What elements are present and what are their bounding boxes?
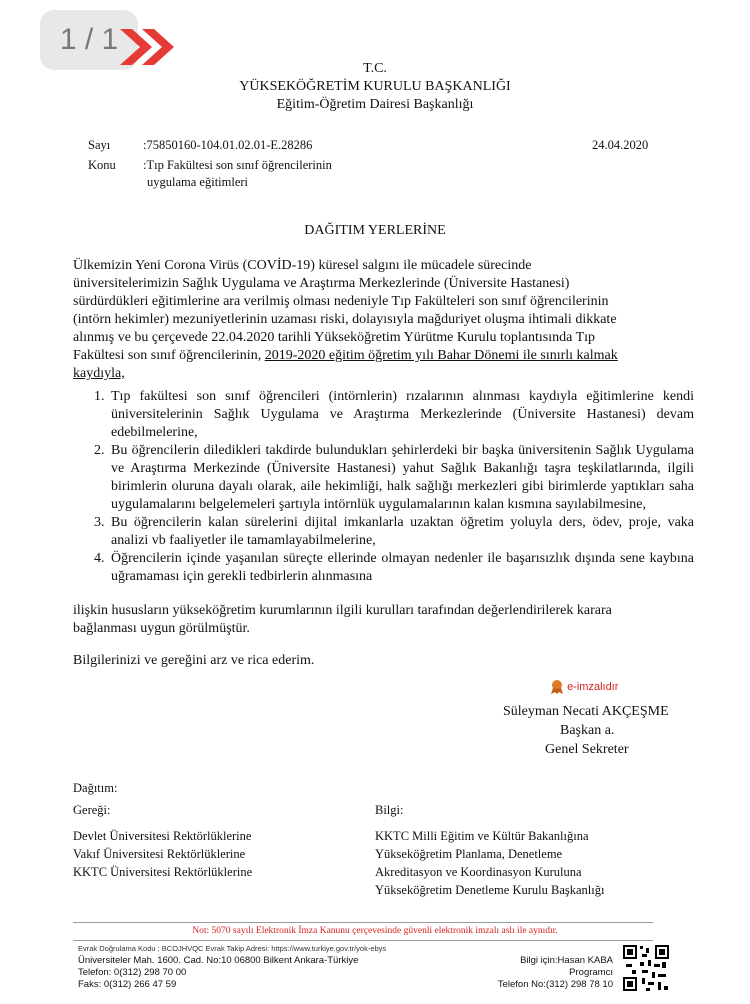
intro-line: üniversitelerimizin Sağlık Uygulama ve Araştırma Merkezlerinde (Üniversite Hastanesi) <box>73 276 570 291</box>
intro-line: Ülkemizin Yeni Corona Virüs (COVİD-19) küresel salgını ile mücadele sürecinde <box>73 258 532 273</box>
intro-line: sürdürdükleri eğitimlerine ara verilmiş olması nedeniyle Tıp Fakülteleri son sınıf öğrencilerinin <box>73 294 609 309</box>
closing-line: ilişkin hususların yükseköğretim kurumlarının ilgili kurulları tarafından değerlendirilerek karara <box>73 603 612 618</box>
footer-divider <box>73 922 653 923</box>
page-indicator-text: 1 / 1 <box>59 23 119 56</box>
gereği-item: Devlet Üniversitesi Rektörlüklerine <box>73 829 252 843</box>
gereği-label: Gereği: <box>73 803 111 817</box>
footer-contact: Bilgi için:Hasan KABA <box>520 955 613 966</box>
ribbon-icon <box>550 679 564 695</box>
intro-emphasis: 2019-2020 eğitim öğretim yılı Bahar Dönemi ile sınırlı kalmak <box>264 348 618 363</box>
konu-line1: :Tıp Fakültesi son sınıf öğrencilerinin <box>143 158 332 172</box>
intro-emphasis-tail: kaydıyla, <box>73 366 125 381</box>
signer-title1: Başkan a. <box>560 723 615 738</box>
bilgi-item: KKTC Milli Eğitim ve Kültür Bakanlığına <box>375 829 589 843</box>
decision-item: 3. Bu öğrencilerin kalan sürelerini dijital imkanlarla uzaktan öğretim yoluyla ders, ödev, proje, vaka analizi vb faaliyetler ile tamamlayabilmelerine, <box>108 514 694 550</box>
header-tc: T.C. <box>363 61 387 76</box>
intro-paragraph <box>73 257 673 383</box>
distribution-label: Dağıtım: <box>73 781 118 795</box>
signer-name: Süleyman Necati AKÇEŞME <box>503 704 669 719</box>
footer-contact-role: Programcı <box>569 967 613 978</box>
closing-line: bağlanması uygun görülmüştür. <box>73 621 250 636</box>
intro-line <box>73 347 673 365</box>
footer-contact-phone: Telefon No:(312) 298 78 10 <box>497 979 613 990</box>
decision-item: 4. Öğrencilerin içinde yaşanılan süreçte ellerinde olmayan nedenler ile başarısızlık dışında sene kaybına uğramaması için gerekli tedbirlerin alınmasına <box>108 550 694 586</box>
footer-phone: Telefon: 0(312) 298 70 00 <box>78 967 187 978</box>
bilgi-item: Yükseköğretim Planlama, Denetleme <box>375 847 563 861</box>
sayi-value: :75850160-104.01.02.01-E.28286 <box>143 138 313 152</box>
sayi-label: Sayı <box>88 138 111 152</box>
konu-line2: uygulama eğitimleri <box>147 175 249 189</box>
header-department: Eğitim-Öğretim Dairesi Başkanlığı <box>276 97 474 112</box>
bilgi-item: Yükseköğretim Denetleme Kurulu Başkanlığı <box>375 883 605 897</box>
decision-item: 1. Tıp fakültesi son sınıf öğrencileri (intörnlerin) rızalarının alınması kaydıyla eğitimlerine kendi üniversitelerinin Sağlık Uygulama ve Araştırma Merkezlerinde (Üniversite Hastanesi) devam edebilmelerine, <box>108 388 694 442</box>
bilgi-label: Bilgi: <box>375 803 404 817</box>
qr-code-icon <box>622 944 670 992</box>
footer-fax: Faks: 0(312) 266 47 59 <box>78 979 177 990</box>
header-institution: YÜKSEKÖĞRETİM KURULU BAŞKANLIĞI <box>239 79 511 94</box>
document-date: 24.04.2020 <box>592 138 649 152</box>
closing-paragraph <box>73 602 673 638</box>
bilgi-list <box>375 827 604 899</box>
bilgi-item: Akreditasyon ve Koordinasyon Kuruluna <box>375 865 582 879</box>
regards: Bilgilerinizi ve gereğini arz ve rica ederim. <box>73 653 315 668</box>
addressee: DAĞITIM YERLERİNE <box>304 223 446 238</box>
signer-title2: Genel Sekreter <box>545 742 629 757</box>
gereği-list <box>73 827 252 881</box>
footer-address: Üniversiteler Mah. 1600. Cad. No:10 06800 Bilkent Ankara-Türkiye <box>78 955 359 966</box>
footer-divider <box>73 940 653 941</box>
intro-line: alınmış ve bu çerçevede 22.04.2020 tarihli Yükseköğretim Yürütme Kurulu toplantısında Tıp <box>73 330 596 345</box>
konu-label: Konu <box>88 158 116 172</box>
gereği-item: KKTC Üniversitesi Rektörlüklerine <box>73 865 253 879</box>
gereği-item: Vakıf Üniversitesi Rektörlüklerine <box>73 847 246 861</box>
intro-line: (intörn hekimler) mezuniyetlerinin uzaması riski, dolayısıyla mağduriyet oluşma ihtimali dikkate <box>73 312 617 327</box>
esign-label: e-imzalıdır <box>567 680 619 693</box>
decision-list <box>86 388 694 586</box>
decision-item: 2. Bu öğrencilerin diledikleri takdirde bulundukları şehirlerdeki bir başka üniversitenin Sağlık Uygulama ve Araştırma Merkezinde (Üniversite Hastanesi) yahut Sağlık Bakanlığı taşra teşkilatlarında, ilgili birimlerin oluruna dayalı olarak, aile hekimliği, halk sağlığı merkezleri gibi birimlerde yaptıkları saha uygulamalarını belgelemeleri şartıyla intörnlük uygulamalarının kalan kısmına sayılabilmesine, <box>108 442 694 514</box>
esign-block <box>550 679 618 695</box>
verification-code: Evrak Doğrulama Kodu : BCOJHVQC Evrak Takip Adresi: https://www.turkiye.gov.tr/yok-ebys <box>78 944 387 953</box>
legal-note: Not: 5070 sayılı Elektronik İmza Kanunu çerçevesinde güvenli elektronik imzalı aslı ile aynıdır. <box>192 926 558 936</box>
intro-last-plain: Fakültesi son sınıf öğrencilerinin, <box>73 348 265 363</box>
